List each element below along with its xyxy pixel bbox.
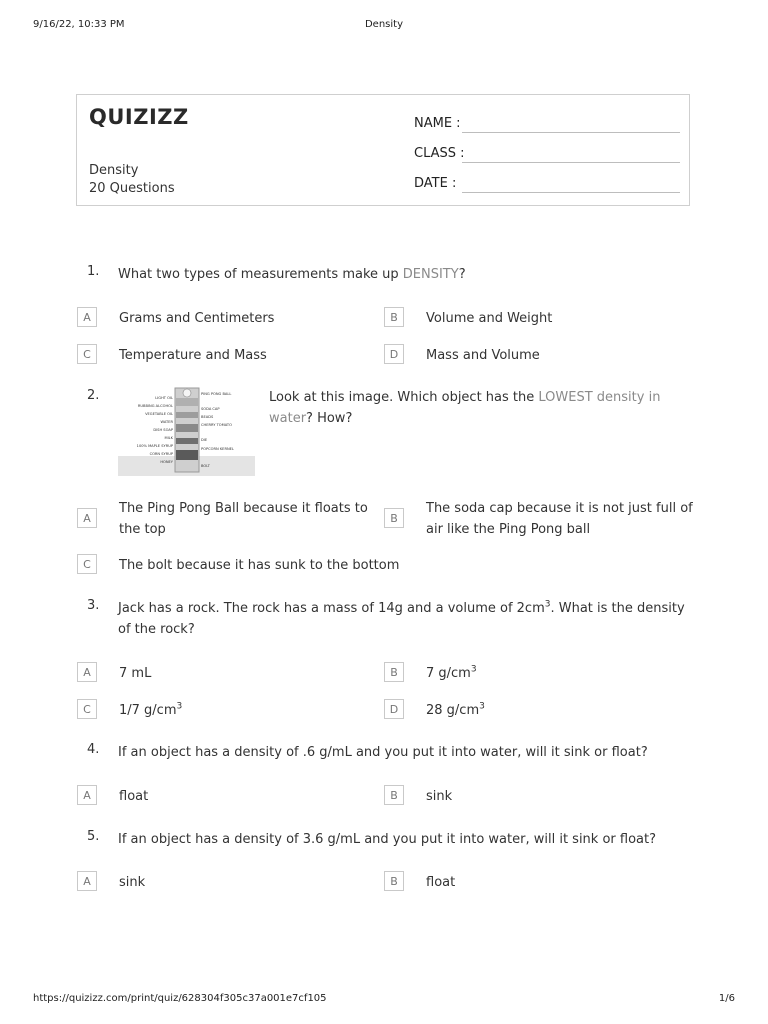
- option-text: sink: [119, 875, 146, 890]
- image-label: DIE: [201, 438, 208, 442]
- class-field[interactable]: [414, 141, 684, 163]
- left-labels: [137, 396, 174, 464]
- superscript: 3: [479, 701, 485, 712]
- option-text: [119, 663, 151, 684]
- name-line[interactable]: [462, 132, 680, 133]
- option-letter: B: [384, 871, 404, 891]
- superscript: 3: [544, 599, 551, 610]
- option-text: Mass and Volume: [426, 348, 540, 363]
- quiz-title: Density: [89, 163, 139, 178]
- class-label: CLASS :: [414, 146, 465, 161]
- question-text-part: ?: [458, 267, 466, 282]
- question-number: 3.: [87, 598, 100, 613]
- image-label: LIGHT OIL: [155, 396, 173, 400]
- option-letter: C: [77, 344, 97, 364]
- image-label: BOLT: [201, 464, 210, 468]
- image-label: CORN SYRUP: [149, 452, 173, 456]
- option-text: Volume and Weight: [426, 311, 553, 326]
- question-text-part: ? How?: [306, 411, 353, 426]
- option-text: float: [426, 875, 456, 890]
- option-letter: B: [384, 508, 404, 528]
- option-letter: A: [77, 662, 97, 682]
- option-text: The bolt because it has sunk to the bottom: [119, 558, 400, 573]
- image-label: POPCORN KERNEL: [201, 447, 234, 451]
- question-text-part: . What is the density of the rock?: [118, 601, 685, 637]
- question-text: If an object has a density of .6 g/mL and you put it into water, will it sink or float?: [118, 745, 648, 760]
- question-text: [118, 598, 694, 640]
- superscript: 3: [176, 701, 183, 712]
- image-label: WATER: [160, 420, 173, 424]
- quizizz-logo: QUIZIZZ: [89, 105, 189, 129]
- question-text-part: Look at this image. Which object has the: [269, 390, 539, 405]
- option-text: sink: [426, 789, 453, 804]
- density-column-image: [118, 386, 255, 476]
- question-text: [118, 264, 678, 285]
- date-line[interactable]: [462, 192, 680, 193]
- image-label: HONEY: [160, 460, 173, 464]
- print-datetime: 9/16/22, 10:33 PM: [33, 19, 125, 30]
- option-text: [426, 663, 477, 684]
- option-letter: A: [77, 785, 97, 805]
- image-label: BEADS: [201, 415, 214, 419]
- layer: [176, 450, 198, 460]
- layer: [176, 424, 198, 432]
- question-count: 20 Questions: [89, 181, 175, 196]
- image-label: VEGETABLE OIL: [145, 412, 173, 416]
- option-letter: C: [77, 554, 97, 574]
- question-number: 5.: [87, 829, 100, 844]
- option-text: The Ping Pong Ball because it floats to the top: [119, 501, 368, 537]
- question-text: If an object has a density of 3.6 g/mL and you put it into water, will it sink or float?: [118, 832, 656, 847]
- option-text-main: 1/7 g/cm: [119, 703, 177, 718]
- image-label: CHERRY TOMATO: [201, 423, 232, 427]
- option-text: The soda cap because it is not just full of air like the Ping Pong ball: [426, 501, 693, 537]
- option-text: Grams and Centimeters: [119, 311, 275, 326]
- image-label: SODA CAP: [201, 407, 220, 411]
- density-column-illustration: [118, 386, 255, 476]
- image-label: RUBBING ALCOHOL: [137, 404, 173, 408]
- option-text-main: 28 g/cm: [426, 703, 480, 718]
- option-letter: B: [384, 662, 404, 682]
- date-label: DATE :: [414, 176, 457, 191]
- image-label: MILK: [164, 436, 173, 440]
- question-number: 1.: [87, 264, 100, 279]
- option-text: float: [119, 789, 149, 804]
- option-text-main: 7 mL: [119, 666, 152, 681]
- option-letter: D: [384, 699, 404, 719]
- option-text: [119, 700, 182, 721]
- date-field[interactable]: [414, 171, 684, 193]
- option-letter: D: [384, 344, 404, 364]
- option-letter: A: [77, 508, 97, 528]
- option-letter: A: [77, 871, 97, 891]
- print-header: [33, 19, 735, 33]
- layer: [176, 412, 198, 418]
- layer: [176, 398, 198, 406]
- question-number: 2.: [87, 388, 100, 403]
- question-text: [269, 387, 694, 429]
- option-letter: A: [77, 307, 97, 327]
- option-letter: C: [77, 699, 97, 719]
- page-number: 1/6: [718, 993, 735, 1004]
- print-title: Density: [364, 19, 404, 30]
- superscript: 3: [470, 664, 477, 675]
- question-text-part: Jack has a rock. The rock has a mass of 14g and a volume of 2cm: [118, 601, 545, 616]
- question-number: 4.: [87, 742, 100, 757]
- question-text-part: What two types of measurements make up: [118, 267, 403, 282]
- image-label: PING PONG BALL: [201, 392, 232, 396]
- option-text-main: 7 g/cm: [426, 666, 471, 681]
- quiz-header-box: [76, 94, 690, 206]
- class-line[interactable]: [462, 162, 680, 163]
- option-letter: B: [384, 785, 404, 805]
- name-field[interactable]: [414, 111, 684, 133]
- option-text: [426, 700, 485, 721]
- print-footer: [33, 993, 735, 1007]
- option-letter: B: [384, 307, 404, 327]
- image-label: DISH SOAP: [153, 428, 173, 432]
- question-highlight: DENSITY: [402, 267, 459, 282]
- image-label: 100% MAPLE SYRUP: [136, 444, 173, 448]
- question-highlight: LOWEST density in water: [269, 390, 661, 426]
- print-url[interactable]: https://quizizz.com/print/quiz/628304f305c37a001e7cf105: [33, 993, 327, 1004]
- option-text: Temperature and Mass: [119, 348, 267, 363]
- name-label: NAME :: [414, 116, 461, 131]
- layer: [176, 438, 198, 444]
- ping-pong-ball: [183, 389, 191, 397]
